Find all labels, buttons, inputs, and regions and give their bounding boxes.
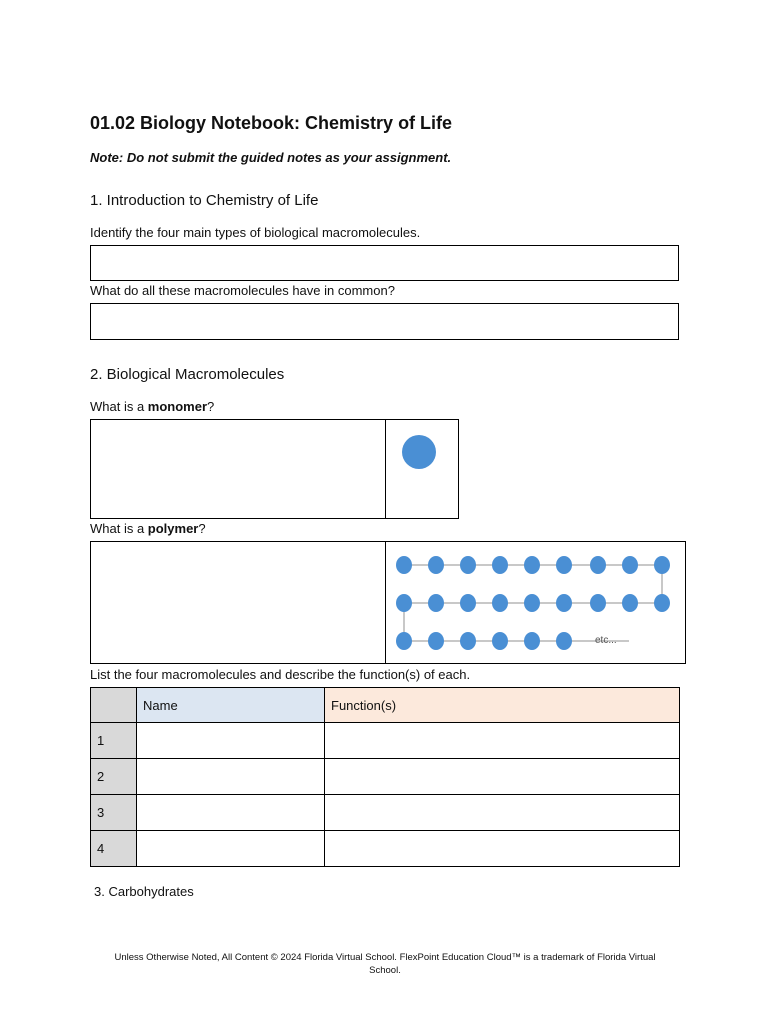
answer-field-polymer[interactable]: [90, 541, 386, 664]
polymer-circle-icon: [428, 556, 444, 574]
name-input-cell[interactable]: [137, 831, 325, 867]
monomer-prefix: What is a: [90, 399, 148, 414]
footer-line-1: Unless Otherwise Noted, All Content © 2024 Florida Virtual School. FlexPoint Education Cloud™ is a trademark of Florida Virtual: [114, 952, 656, 963]
row-number: 1: [91, 723, 137, 759]
question-macromolecule-types: Identify the four main types of biological macromolecules.: [90, 225, 421, 240]
functions-input-cell[interactable]: [325, 759, 680, 795]
table-row: [91, 723, 680, 759]
monomer-circle-icon: [402, 435, 436, 469]
question-polymer: [90, 521, 206, 536]
name-input-cell[interactable]: [137, 795, 325, 831]
copyright-footer: [90, 951, 680, 977]
footer-line-2: School.: [369, 965, 401, 976]
table-header-row: [91, 688, 680, 723]
polymer-circle-icon: [396, 594, 412, 612]
functions-input-cell[interactable]: [325, 723, 680, 759]
table-header-name: Name: [137, 688, 325, 723]
question-common-features: What do all these macromolecules have in common?: [90, 283, 395, 298]
polymer-suffix: ?: [198, 521, 206, 536]
table-header-blank: [91, 688, 137, 723]
polymer-circle-icon: [556, 556, 572, 574]
polymer-circle-icon: [524, 594, 540, 612]
polymer-circle-icon: [556, 632, 572, 650]
polymer-illustration-cell: [385, 541, 686, 664]
polymer-circle-icon: [460, 632, 476, 650]
polymer-circle-icon: [622, 594, 638, 612]
functions-input-cell[interactable]: [325, 831, 680, 867]
polymer-circle-icon: [654, 594, 670, 612]
polymer-circle-icon: [654, 556, 670, 574]
polymer-term: polymer: [147, 521, 199, 536]
polymer-circle-icon: [524, 632, 540, 650]
row-number: 3: [91, 795, 137, 831]
section-1-heading: 1. Introduction to Chemistry of Life: [90, 192, 319, 209]
polymer-circle-icon: [428, 594, 444, 612]
answer-field-macromolecule-types[interactable]: [90, 245, 679, 281]
answer-field-common-features[interactable]: [90, 303, 679, 340]
page-title: 01.02 Biology Notebook: Chemistry of Life: [90, 113, 453, 133]
monomer-term: monomer: [147, 399, 208, 414]
table-row: [91, 759, 680, 795]
polymer-circle-icon: [590, 556, 606, 574]
polymer-circle-icon: [396, 632, 412, 650]
table-row: [91, 795, 680, 831]
question-monomer: [90, 399, 214, 414]
section-2-heading: 2. Biological Macromolecules: [90, 366, 285, 383]
polymer-circle-icon: [492, 632, 508, 650]
monomer-illustration-cell: [385, 419, 459, 519]
polymer-circle-icon: [524, 556, 540, 574]
polymer-circle-icon: [492, 594, 508, 612]
table-row: [91, 831, 680, 867]
section-3-heading: 3. Carbohydrates: [94, 884, 194, 899]
polymer-circle-icon: [590, 594, 606, 612]
submission-note: Note: Do not submit the guided notes as your assignment.: [90, 150, 452, 165]
polymer-circle-icon: [460, 594, 476, 612]
answer-field-monomer[interactable]: [90, 419, 386, 519]
row-number: 2: [91, 759, 137, 795]
polymer-prefix: What is a: [90, 521, 148, 536]
table-header-functions: Function(s): [325, 688, 680, 723]
name-input-cell[interactable]: [137, 759, 325, 795]
functions-input-cell[interactable]: [325, 795, 680, 831]
polymer-etc-label: etc...: [595, 635, 617, 646]
polymer-circle-icon: [460, 556, 476, 574]
macromolecule-function-table: [90, 687, 680, 867]
row-number: 4: [91, 831, 137, 867]
polymer-circle-icon: [396, 556, 412, 574]
question-list-macromolecules: List the four macromolecules and describe the function(s) of each.: [90, 667, 471, 682]
polymer-circle-icon: [556, 594, 572, 612]
name-input-cell[interactable]: [137, 723, 325, 759]
polymer-circle-icon: [428, 632, 444, 650]
polymer-circle-icon: [622, 556, 638, 574]
monomer-suffix: ?: [207, 399, 215, 414]
polymer-circle-icon: [492, 556, 508, 574]
